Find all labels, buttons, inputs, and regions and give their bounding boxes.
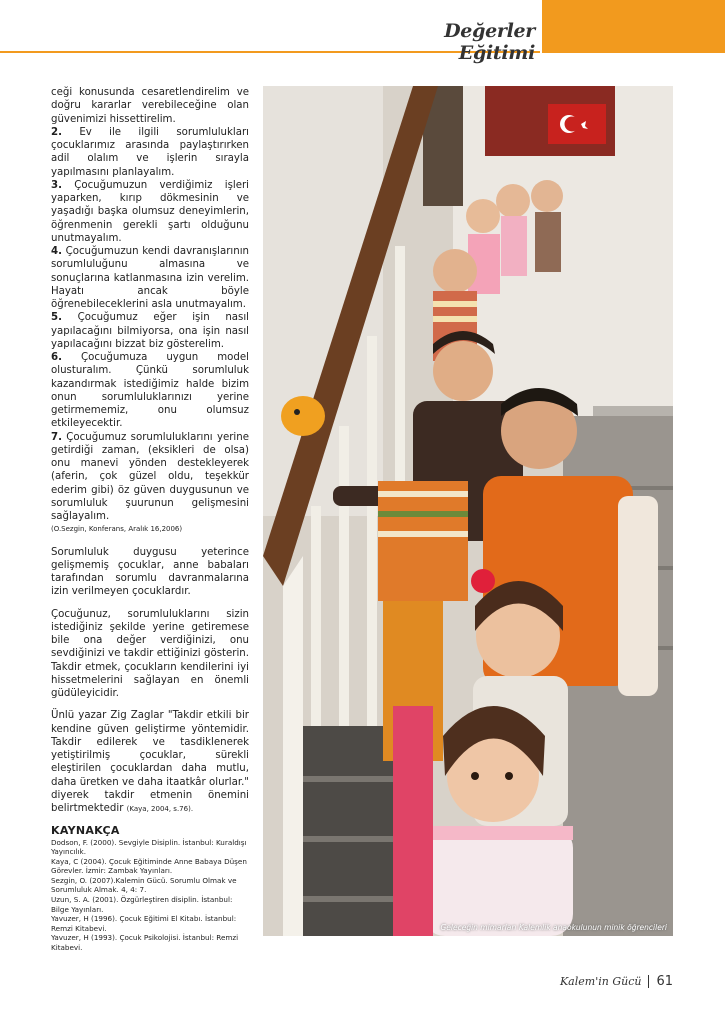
paragraph-text: Ünlü yazar Zig Zaglar "Takdir etkili bir kendine güven geliştirme yöntemidir. Takdir edilerek ve tasdiklenerek yetiştirilmiş çocuklar, sürekli eleştirilen çocuklardan daha mutlu, daha üretken ve daha itaatkâr olurlar." diyerek takdir etmenin önemini belirtmektedir	[51, 710, 249, 814]
reference-item: Sezgin, O. (2007).Kalemin Gücü. Sorumlu Olmak ve Sorumluluk Almak. 4, 4: 7.	[51, 875, 237, 895]
paragraph	[51, 709, 249, 816]
list-item	[51, 126, 249, 179]
list-text: Çocuğumuza uygun model olusturalım. Çünkü sorumluluk kazandırmak istediğimiz halde bizim onun sorumluluklarınızı yerine getirmememiz, onu olumsuz etkileyecektir.	[51, 352, 249, 430]
paragraph: ceği konusunda cesaretlendirelim ve doğru kararlar verebileceğine olan güvenimizi hissettirelim.	[51, 87, 249, 125]
list-number: 6.	[51, 352, 62, 363]
list-text: Çocuğumuz eğer işin nasıl yapılacağını bilmiyorsa, ona işin nasıl yapılacağını bizzat biz gösterelim.	[51, 312, 249, 350]
list-number: 7.	[51, 431, 62, 443]
list-item	[51, 431, 249, 524]
list-text: Çocuğumuzun verdiğimiz işleri yaparken, kırıp dökmesinin ve yaşadığı başka olumsuz deneyimlerin, öğrenmenin gerekli şartı olduğunu unutmayalım.	[51, 179, 249, 244]
references-title: KAYNAKÇA	[51, 824, 120, 838]
paragraph: Çocuğunuz, sorumluluklarını sizin istediğiniz şekilde yerine getiremese bile ona değer verdiğinizi, onu sevdiğinizi ve takdir ettiğinizi gösterin. Takdir etmek, çocukların kendilerini iyi hissetmelerini sağlayan en önemli güdüleyicidir.	[51, 608, 249, 699]
list-item	[51, 311, 249, 351]
paragraph: Sorumluluk duygusu yeterince gelişmemiş çocuklar, anne babaları tarafından sorumlu davranmalarına izin verilmeyen çocuklardır.	[51, 546, 249, 598]
references-list	[51, 838, 249, 953]
reference-item: Dodson, F. (2000). Sevgiyle Disiplin. İstanbul: Kuraldışı Yayıncılık.	[51, 837, 247, 857]
list-number: 3.	[51, 179, 62, 191]
citation: (O.Sezgin, Konferans, Aralık 16,2006)	[51, 525, 183, 534]
photo-illustration	[263, 86, 673, 936]
list-item	[51, 351, 249, 431]
page-number: 61	[656, 974, 673, 989]
list-text: Çocuğumuz sorumluluklarını yerine getirdiği zaman, (eksikleri de olsa) onu manevi yönden destekleyerek (aferin, çok güzel oldu, teşekkür ederim gibi) öz güven duygusunun ve sorumluluk şuurunun gelişmesini sağlayalım.	[51, 431, 249, 522]
page-footer	[560, 974, 673, 989]
footer-divider	[648, 975, 649, 988]
reference-item: Uzun, S. A. (2001). Özgürleştiren disiplin. İstanbul: Bilge Yayınları.	[51, 895, 233, 914]
citation: (Kaya, 2004, s.76).	[126, 805, 194, 813]
list-text: Ev ile ilgili sorumlulukları çocuklarımız arasında paylaştırırken adil olalım ve işlerin sırayla yapılmasını planlayalım.	[51, 126, 249, 178]
list-item	[51, 179, 249, 245]
list-number: 4.	[51, 246, 62, 257]
photo-caption: Geleceğin mimarları Kalemlik anaokulunun minik öğrencileri	[440, 923, 667, 932]
magazine-name: Kalem'in Gücü	[559, 975, 642, 988]
children-staircase-photo	[263, 86, 673, 936]
list-number: 2.	[51, 126, 62, 138]
list-item	[51, 245, 249, 311]
section-title: Değerler Eğitimi	[444, 20, 535, 64]
list-text: Çocuğumuzun kendi davranışlarının sorumluluğunu almasına ve sonuçlarına katlanmasına izin verelim. Hayatı ancak böyle öğrenebileceklerini asla unutmayalım.	[51, 246, 249, 310]
reference-item: Yavuzer, H (1996). Çocuk Eğitimi El Kitabı. İstanbul: Remzi Kitabevi.	[51, 914, 237, 933]
article-text-column	[51, 86, 249, 953]
list-number: 5.	[51, 312, 62, 324]
header-accent-band	[542, 0, 725, 53]
reference-item: Kaya, C (2004). Çocuk Eğitiminde Anne Babaya Düşen Görevler. İzmir: Zambak Yayınları.	[51, 856, 247, 876]
reference-item: Yavuzer, H (1993). Çocuk Psikolojisi. İstanbul: Remzi Kitabevi.	[51, 933, 239, 953]
